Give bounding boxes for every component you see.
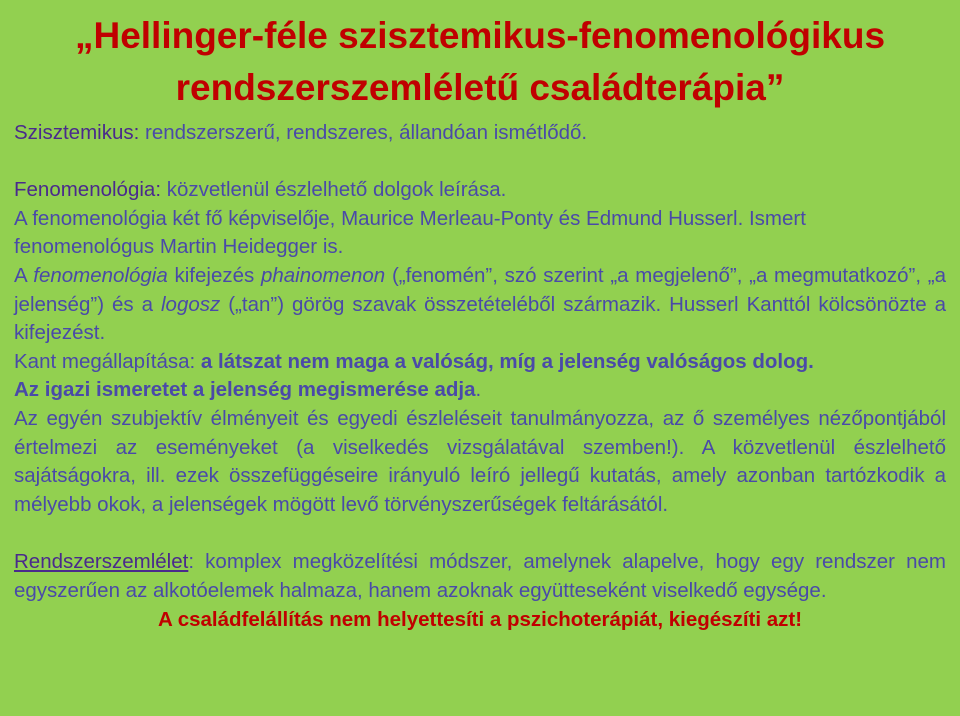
title-line-2: rendszerszemléletű családterápia” (175, 67, 785, 108)
systemic-term: Szisztemikus: (14, 121, 140, 144)
kant-statement (14, 348, 946, 405)
etymology-text-2: kifejezés (167, 263, 261, 287)
etymology-text-4: („tan”) görög szavak összetételéből származik. Husserl Kanttól kölcsönözte a kifejezést. (14, 292, 946, 345)
title-line-1: „Hellinger-féle szisztemikus-fenomenológikus (74, 15, 886, 56)
kant-prefix: Kant megállapítása: (14, 349, 201, 373)
spacer (14, 148, 946, 177)
systems-view-text: komplex megközelítési módszer, amelynek alapelve, hogy egy rendszer nem egyszerűen az alkotóelemek halmaza, hanem azoknak együtteseként viselkedő egysége. (14, 550, 946, 602)
kant-thesis: a látszat nem maga a valóság, míg a jelenség valóságos dolog. (200, 349, 814, 373)
etymology-text-1: A (14, 263, 34, 287)
spacer (14, 519, 946, 548)
systems-view-term: Rendszerszemlélet (14, 550, 189, 574)
etymology-term-logos: logosz (160, 292, 221, 316)
kant-suffix: . (475, 378, 482, 402)
phenomenology-etymology (14, 262, 946, 348)
etymology-text-3: („fenomén”, szó szerint „a megjelenő”, „a megmutatkozó”, „a jelenség”) és a (14, 263, 946, 316)
systems-view-definition (14, 548, 946, 605)
systemic-text: rendszerszerű, rendszeres, állandóan ismétlődő. (139, 121, 588, 144)
etymology-term-phenomenology: fenomenológia (33, 263, 168, 287)
phenomenology-definition (14, 176, 946, 205)
phenomenology-representatives: A fenomenológia két fő képviselője, Maurice Merleau-Ponty és Edmund Husserl. Ismert fenomenológus Martin Heidegger is. (14, 206, 806, 259)
phenomenology-term: Fenomenológia: (14, 178, 162, 202)
phenomenology-text: közvetlenül észlelhető dolgok leírása. (161, 178, 507, 202)
systems-view-colon: : (188, 550, 195, 574)
systemic-definition (14, 119, 946, 148)
conclusion-statement: A családfelállítás nem helyettesíti a pszichoterápiát, kiegészíti azt! (157, 607, 803, 631)
phenomenology-method: Az egyén szubjektív élményeit és egyedi észleléseit tanulmányozza, az ő személyes nézőpontjából értelmezi az eseményeket (a viselkedés vizsgálatával szemben!). A közvetlenül észlelhető sajátságokra, ill. ezek összefüggéseire irányuló leíró jellegű kutatás, amely azonban tartózkodik a mélyebb okok, a jelenségek mögött levő törvényszerűségek feltárásától. (14, 406, 946, 516)
kant-conclusion: Az igazi ismeretet a jelenség megismerése adja (14, 378, 476, 402)
etymology-term-phainomenon: phainomenon (260, 263, 386, 287)
slide-title (0, 10, 960, 114)
slide-body (14, 119, 946, 634)
